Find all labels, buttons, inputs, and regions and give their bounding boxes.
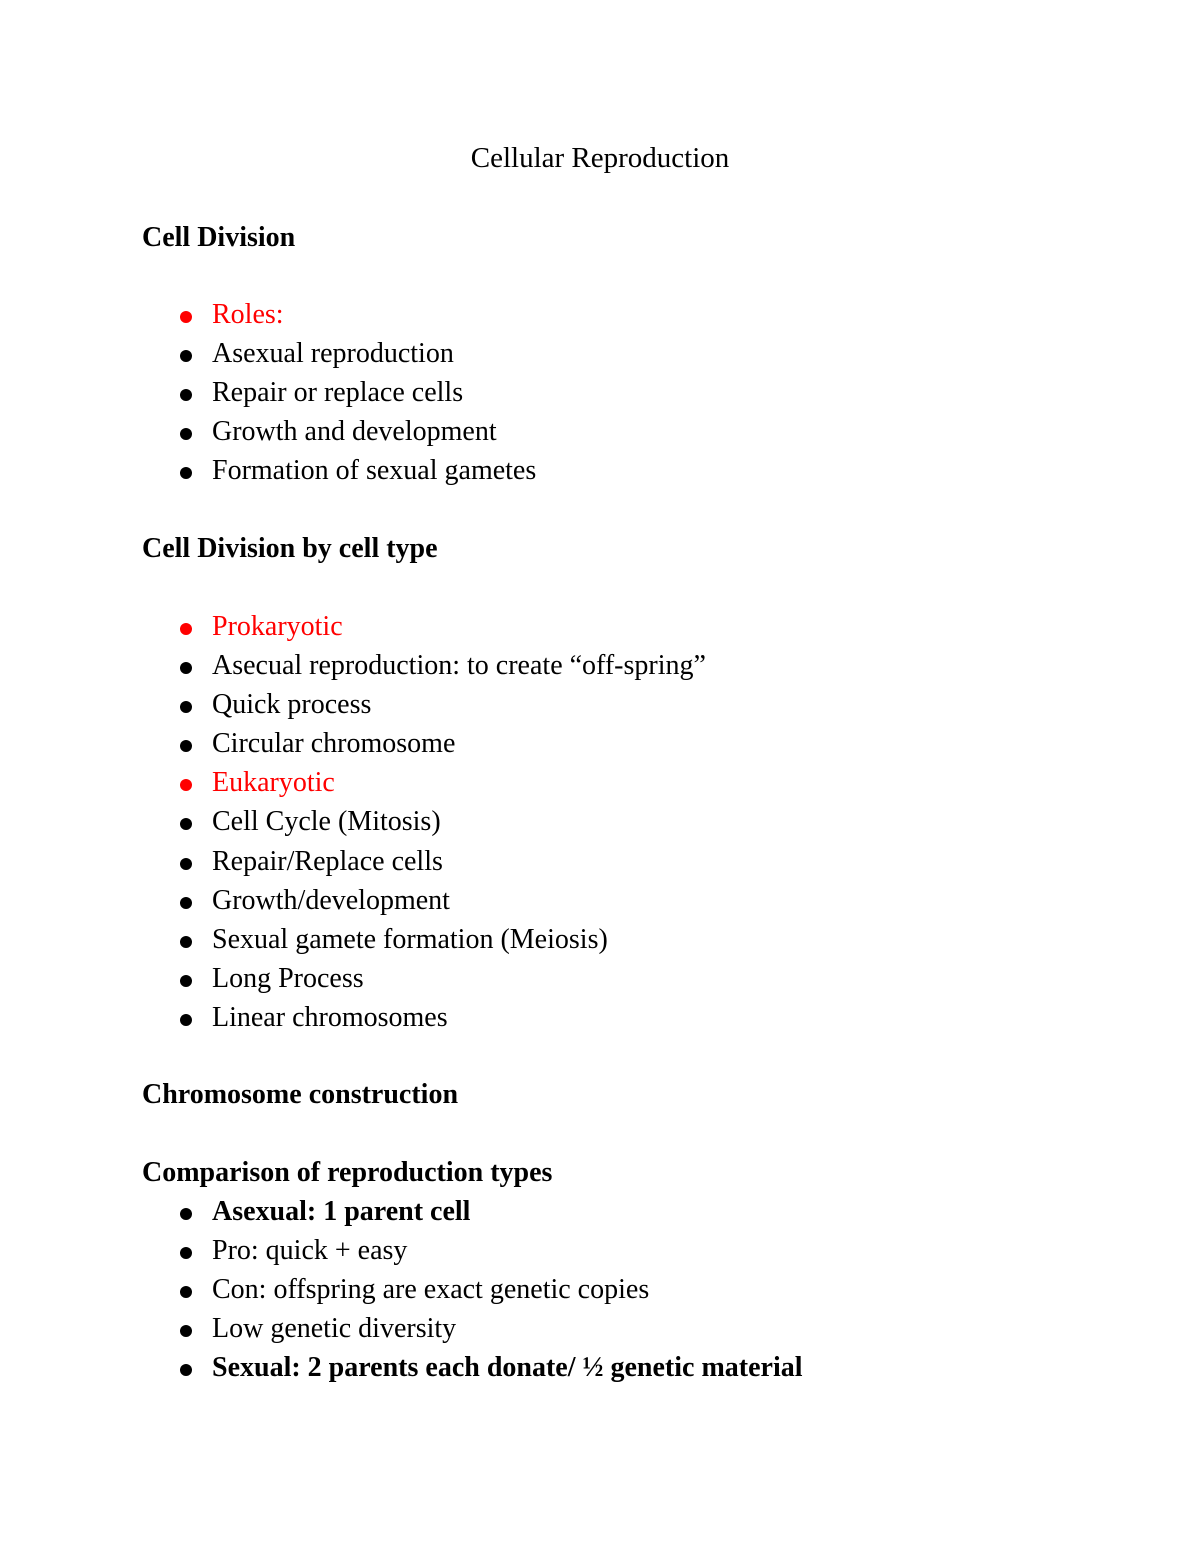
list-item-text: Long Process <box>212 962 364 994</box>
list-item <box>175 453 536 492</box>
list-item-text: Repair or replace cells <box>212 377 464 409</box>
list-item <box>175 961 706 1000</box>
list-item-text: Con: offspring are exact genetic copies <box>212 1274 650 1306</box>
bullet-icon <box>180 1208 192 1220</box>
list-item <box>175 922 706 961</box>
bullet-icon <box>180 1014 192 1026</box>
list-item-text: Asecual reproduction: to create “off-spring” <box>212 650 706 682</box>
list-item-text: Asexual: 1 parent cell <box>212 1196 471 1227</box>
list-item <box>175 414 536 453</box>
cell-type-list <box>175 609 706 1039</box>
list-item-text: Low genetic diversity <box>212 1313 457 1345</box>
bullet-icon <box>180 897 192 909</box>
list-item <box>175 1272 803 1311</box>
cell-division-list <box>175 297 536 492</box>
list-item-text: Circular chromosome <box>212 728 456 760</box>
bullet-icon <box>180 779 192 791</box>
bullet-icon <box>180 818 192 830</box>
bullet-icon <box>180 701 192 713</box>
list-item <box>175 1000 706 1039</box>
list-item-text: Asexual reproduction <box>212 338 454 370</box>
bullet-icon <box>180 350 192 362</box>
list-item <box>175 336 536 375</box>
list-item-text: Roles: <box>212 299 284 330</box>
list-item <box>175 844 706 883</box>
list-item <box>175 804 706 843</box>
list-item-text: Quick process <box>212 689 372 721</box>
list-item <box>175 765 706 804</box>
list-item <box>175 883 706 922</box>
bullet-icon <box>180 428 192 440</box>
list-item <box>175 609 706 648</box>
document-title: Cellular Reproduction <box>470 142 730 174</box>
list-item <box>175 297 536 336</box>
section-heading-cell-type: Cell Division by cell type <box>142 533 438 564</box>
list-item-text: Growth and development <box>212 416 497 448</box>
list-item <box>175 1350 803 1389</box>
bullet-icon <box>180 1325 192 1337</box>
list-item-text: Pro: quick + easy <box>212 1235 408 1267</box>
list-item-text: Repair/Replace cells <box>212 845 443 877</box>
bullet-icon <box>180 740 192 752</box>
comparison-list <box>175 1194 803 1389</box>
bullet-icon <box>180 1364 192 1376</box>
list-item-text: Sexual: 2 parents each donate/ ½ genetic material <box>212 1352 803 1384</box>
list-item-text: Formation of sexual gametes <box>212 455 537 487</box>
list-item-text: Sexual gamete formation (Meiosis) <box>212 923 608 955</box>
list-item <box>175 1194 803 1233</box>
section-heading-chromosome-construction: Chromosome construction <box>142 1079 459 1110</box>
list-item-text: Growth/development <box>212 884 450 916</box>
list-item-text: Eukaryotic <box>212 767 335 799</box>
list-item <box>175 375 536 414</box>
section-heading-comparison: Comparison of reproduction types <box>142 1157 553 1188</box>
list-item-text: Prokaryotic <box>212 611 343 642</box>
list-item <box>175 648 706 687</box>
bullet-icon <box>180 858 192 870</box>
bullet-icon <box>180 389 192 401</box>
bullet-icon <box>180 467 192 479</box>
bullet-icon <box>180 662 192 674</box>
bullet-icon <box>180 1286 192 1298</box>
list-item <box>175 1311 803 1350</box>
bullet-icon <box>180 936 192 948</box>
list-item-text: Cell Cycle (Mitosis) <box>212 806 441 838</box>
section-heading-cell-division: Cell Division <box>142 222 296 253</box>
list-item <box>175 687 706 726</box>
bullet-icon <box>180 975 192 987</box>
list-item-text: Linear chromosomes <box>212 1001 448 1033</box>
list-item <box>175 1233 803 1272</box>
bullet-icon <box>180 311 192 323</box>
list-item <box>175 726 706 765</box>
bullet-icon <box>180 1247 192 1259</box>
bullet-icon <box>180 623 192 635</box>
